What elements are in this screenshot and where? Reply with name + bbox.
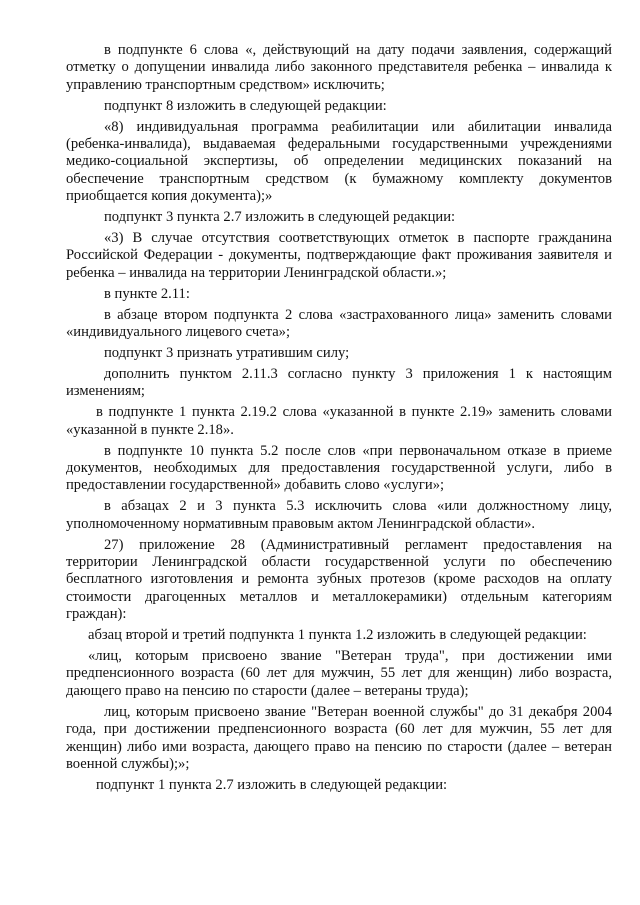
paragraph-1: в подпункте 6 слова «, действующий на дату подачи заявления, содержащий отметку о допущении инвалида либо законного представителя ребенка – инвалида к управлению транспортным средством» исключить; — [66, 42, 612, 93]
paragraph-11: в подпункте 10 пункта 5.2 после слов «при первоначальном отказе в приеме документов, необходимых для предоставления государственной услуги, либо в предоставлении государственной» добавить слово «услуги»; — [66, 442, 612, 494]
paragraph-6: в пункте 2.11: — [104, 285, 190, 302]
paragraph-2: подпункт 8 изложить в следующей редакции: — [104, 97, 387, 114]
paragraph-15: «лиц, которым присвоено звание "Ветеран труда", при достижении ими предпенсионного возраста (60 лет для мужчин, 55 лет для женщин) либо возраста, дающего право на пенсию по старости (далее – ветераны труда); — [66, 648, 612, 699]
paragraph-14: абзац второй и третий подпункта 1 пункта 1.2 изложить в следующей редакции: — [88, 627, 587, 644]
paragraph-5: «3) В случае отсутствия соответствующих отметок в паспорте гражданина Российской Федерации - документы, подтверждающие факт проживания заявителя и ребенка – инвалида на территории Ленинградской области.»; — [66, 230, 612, 281]
paragraph-8: подпункт 3 признать утратившим силу; — [104, 345, 350, 361]
paragraph-12: в абзацах 2 и 3 пункта 5.3 исключить слова «или должностному лицу, уполномоченному нормативным правовым актом Ленинградской области». — [66, 498, 612, 532]
paragraph-7: в абзаце втором подпункта 2 слова «застрахованного лица» заменить словами «индивидуального лицевого счета»; — [66, 306, 612, 341]
paragraph-17: подпункт 1 пункта 2.7 изложить в следующей редакции: — [96, 776, 448, 793]
paragraph-10: в подпункте 1 пункта 2.19.2 слова «указанной в пункте 2.19» заменить словами «указанной в пункте 2.18». — [66, 404, 612, 438]
document-page — [66, 42, 612, 798]
paragraph-4: подпункт 3 пункта 2.7 изложить в следующей редакции: — [104, 209, 456, 226]
paragraph-3: «8) индивидуальная программа реабилитации или абилитации инвалида (ребенка-инвалида), выдаваемая федеральными государственными учреждениями медико-социальной экспертизы, об определении медицинских показаний на обеспечение транспортным средством (к бумажному комплекту документов приобщается копия документа);» — [66, 118, 612, 205]
paragraph-13: 27) приложение 28 (Административный регламент предоставления на территории Ленинградской области государственной услуги по обеспечению бесплатного изготовления и ремонта зубных протезов (кроме расходов на оплату стоимости драгоценных металлов и металлокерамики) отдельным категориям граждан): — [66, 536, 612, 623]
paragraph-16: лиц, которым присвоено звание "Ветеран военной службы" до 31 декабря 2004 года, при достижении предпенсионного возраста (60 лет для мужчин, 55 лет для женщин) либо ими возраста, дающего право на пенсию по старости (далее – ветеран военной службы);»; — [66, 703, 612, 772]
paragraph-9: дополнить пунктом 2.11.3 согласно пункту 3 приложения 1 к настоящим изменениям; — [66, 365, 612, 400]
